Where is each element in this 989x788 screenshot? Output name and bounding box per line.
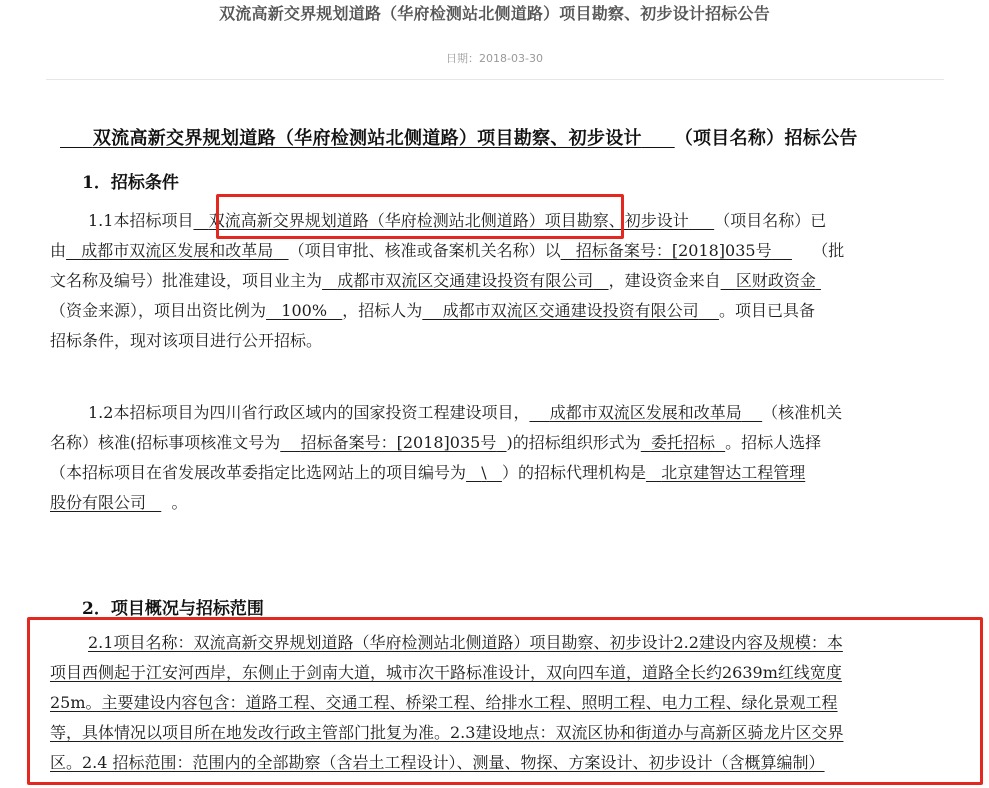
- section-1-heading: 1．招标条件: [82, 173, 179, 193]
- article-title: 双流高新交界规划道路（华府检测站北侧道路）项目勘察、初步设计招标公告: [219, 4, 770, 23]
- p11-line-1: 1.1本招标项目 双流高新交界规划道路（华府检测站北侧道路）项目勘察、初步设计 （项目名称）已: [88, 211, 827, 230]
- p21-line-4: 等，具体情况以项目所在地发改行政主管部门批复为准。2.3建设地点：双流区协和街道办与高新区骑龙片区交界: [50, 723, 844, 742]
- notice-title: [60, 124, 980, 150]
- p21-line-1: 2.1项目名称：双流高新交界规划道路（华府检测站北侧道路）项目勘察、初步设计2.2建设内容及规模：本: [88, 633, 843, 652]
- p11-line-3: 文名称及编号）批准建设，项目业主为 成都市双流区交通建设投资有限公司 ，建设资金来自 区财政资金: [50, 271, 816, 290]
- p11-line-5: 招标条件，现对该项目进行公开招标。: [50, 331, 323, 350]
- p11-line-4: （资金来源），项目出资比例为 100% ，招标人为 成都市双流区交通建设投资有限公司 。项目已具备: [50, 301, 816, 320]
- notice-title-project: 双流高新交界规划道路（华府检测站北侧道路）项目勘察、初步设计: [92, 128, 642, 149]
- p12-line-4: 股份有限公司 。: [50, 493, 188, 512]
- p21-line-2: 项目西侧起于江安河西岸，东侧止于剑南大道，城市次干路标准设计，双向四车道，道路全长约2639m红线宽度: [50, 663, 842, 682]
- notice-title-suffix: （项目名称）招标公告: [674, 128, 858, 149]
- p12-line-3: （本招标项目在省发展改革委指定比选网站上的项目编号为 \ ）的招标代理机构是 北京建智达工程管理: [50, 463, 806, 482]
- p21-line-3: 25m。主要建设内容包含：道路工程、交通工程、桥梁工程、给排水工程、照明工程、电力工程、绿化景观工程: [50, 693, 838, 712]
- p12-line-1: 1.2本招标项目为四川省行政区域内的国家投资工程建设项目， 成都市双流区发展和改革局 （核准机关: [88, 403, 843, 422]
- highlight-box-project-overview: [27, 617, 983, 785]
- header-divider: [46, 79, 944, 80]
- paragraph-1-2: [50, 398, 970, 518]
- highlight-box-project-name: [216, 194, 624, 239]
- p11-line-2: 由 成都市双流区发展和改革局 （项目审批、核准或备案机关名称）以 招标备案号：[2018]035号 （批: [50, 241, 845, 260]
- publish-date: 日期：2018-03-30: [446, 52, 543, 65]
- section-2-heading: 2．项目概况与招标范围: [82, 599, 264, 619]
- p21-line-5: 区。2.4 招标范围：范围内的全部勘察（含岩土工程设计）、测量、物探、方案设计、初步设计（含概算编制）: [50, 753, 825, 772]
- p12-line-2: 名称）核准(招标事项核准文号为 招标备案号：[2018]035号 )的招标组织形式为 委托招标 。招标人选择: [50, 433, 822, 452]
